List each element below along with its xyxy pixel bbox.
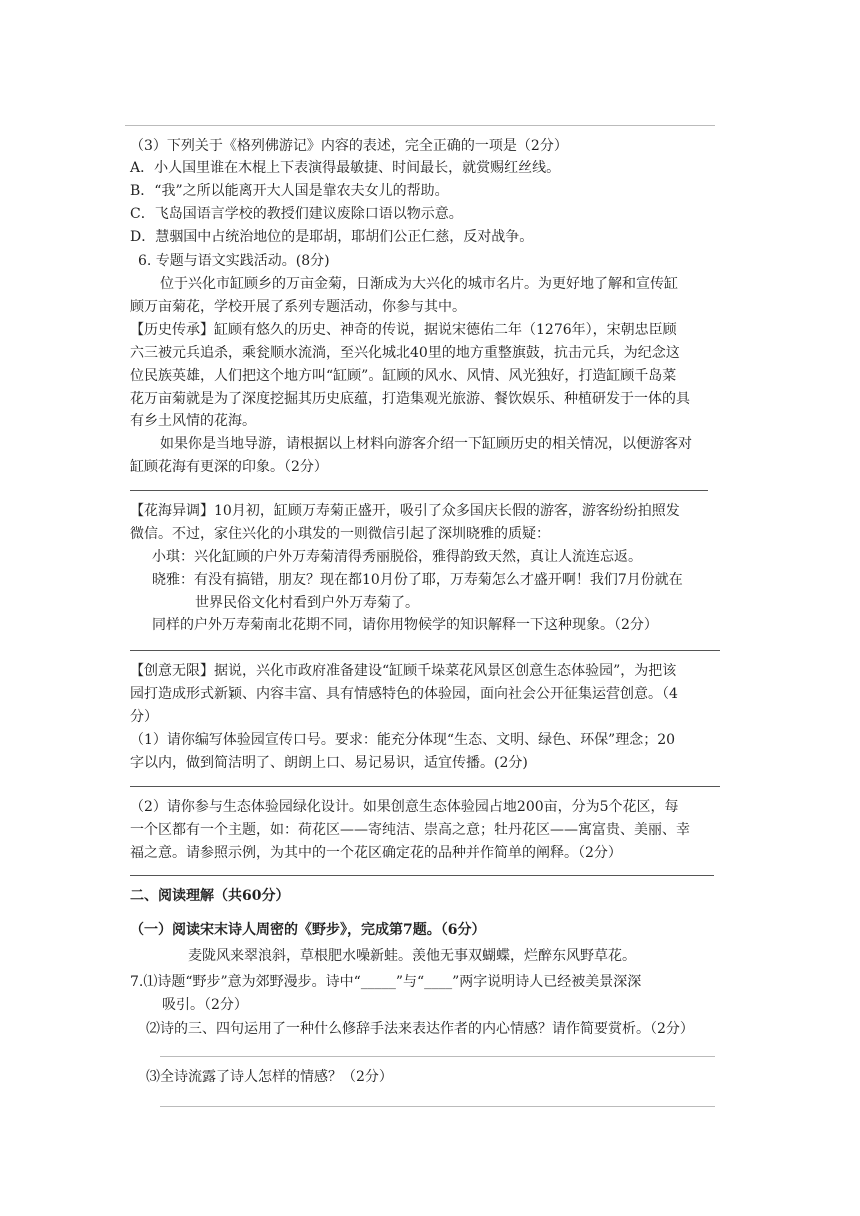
answer-line (130, 786, 720, 787)
creative-line: 分） (130, 709, 158, 725)
q7-1-cont: 吸引。（2分） (162, 997, 248, 1013)
section-title: 二、阅读理解（共60分） (130, 888, 290, 904)
subsection-title: （一）阅读宋末诗人周密的《野步》，完成第7题。（6分） (130, 922, 486, 938)
creative-q1: （1）请你编写体验园宣传口号。要求：能充分体现“生态、文明、绿色、环保”理念；20 (130, 732, 676, 748)
history-line: 有乡土风情的花海。 (130, 413, 256, 429)
q3-option-a: A．小人国里谁在木棍上下表演得最敏捷、时间最长，就赏赐红丝线。 (130, 160, 561, 176)
creative-line: 园打造成形式新颖、内容丰富、具有情感特色的体验园，面向社会公开征集运营创意。（4 (130, 686, 678, 702)
q3-stem: （3）下列关于《格列佛游记》内容的表述，完全正确的一项是（2分） (130, 138, 568, 154)
poem: 麦陇风来翠浪斜，草根肥水噪新蛙。羡他无事双蝴蝶，烂醉东风野草花。 (188, 948, 636, 964)
answer-line (130, 650, 720, 651)
q6-intro-line: 顾万亩菊花，学校开展了系列专题活动，你参与其中。 (130, 299, 466, 315)
q7-3: ⑶全诗流露了诗人怎样的情感？（2分） (146, 1069, 393, 1085)
history-line: 【历史传承】缸顾有悠久的历史、神奇的传说，据说宋德佑二年（1276年），宋朝忠臣顾 (130, 322, 677, 338)
dialogue-xiaoya-cont: 世界民俗文化村看到户外万寿菊了。 (195, 595, 419, 611)
q3-option-c: C．飞岛国语言学校的教授们建议废除口语以物示意。 (130, 206, 463, 222)
creative-q1: 字以内，做到简洁明了、朗朗上口、易记易识，适宜传播。(2分) (130, 755, 528, 771)
history-line: 六三被元兵追杀，乘瓮顺水流淌，至兴化城北40里的地方重整旗鼓，抗击元兵，为纪念这 (130, 345, 680, 361)
q6-title: 6. 专题与语文实践活动。(8分) (138, 253, 330, 269)
answer-line (160, 1106, 715, 1107)
answer-line (160, 1056, 715, 1057)
creative-q2: 一个区都有一个主题，如：荷花区——寄纯洁、崇高之意；牡丹花区——寓富贵、美丽、幸 (130, 822, 690, 838)
q7-1: 7.⑴诗题“野步”意为郊野漫步。诗中“_____”与“____”两字说明诗人已经被美景深深 (130, 974, 642, 990)
flower-question: 同样的户外万寿菊南北花期不同，请你用物候学的知识解释一下这种现象。（2分） (152, 617, 658, 633)
history-line: 位民族英雄，人们把这个地方叫“缸顾”。缸顾的风水、风情、风光独好，打造缸顾千岛菜 (130, 368, 677, 384)
q6-intro-line: 位于兴化市缸顾乡的万亩金菊，日渐成为大兴化的城市名片。为更好地了解和宣传缸 (160, 276, 678, 292)
creative-line: 【创意无限】据说，兴化市政府准备建设“缸顾千垛菜花风景区创意生态体验园”，为把该 (130, 663, 677, 679)
q7-2: ⑵诗的三、四句运用了一种什么修辞手法来表达作者的内心情感？请作简要赏析。（2分） (146, 1021, 694, 1037)
flower-line: 【花海异调】10月初，缸顾万寿菊正盛开，吸引了众多国庆长假的游客，游客纷纷拍照发 (130, 503, 680, 519)
dialogue-xiaoqi: 小琪：兴化缸顾的户外万寿菊清得秀丽脱俗，雅得韵致天然，真让人流连忘返。 (152, 549, 642, 565)
flower-line: 微信。不过，家住兴化的小琪发的一则微信引起了深圳晓雅的质疑： (130, 526, 550, 542)
history-question: 如果你是当地导游，请根据以上材料向游客介绍一下缸顾历史的相关情况，以便游客对 (160, 436, 692, 452)
history-line: 花万亩菊就是为了深度挖掘其历史底蕴，打造集观光旅游、餐饮娱乐、种植研发于一体的具 (130, 391, 690, 407)
creative-q2: （2）请你参与生态体验园绿化设计。如果创意生态体验园占地200亩，分为5个花区，每 (130, 799, 679, 815)
answer-line (130, 875, 714, 876)
q3-option-b: B．“我”之所以能离开大人国是靠农夫女儿的帮助。 (130, 183, 449, 199)
creative-q2: 福之意。请参照示例，为其中的一个花区确定花的品种并作简单的阐释。（2分） (130, 845, 622, 861)
top-divider (125, 125, 715, 126)
dialogue-xiaoya: 晓雅：有没有搞错，朋友？现在都10月份了耶，万寿菊怎么才盛开啊！我们7月份就在 (152, 572, 683, 588)
answer-line (130, 490, 708, 491)
q3-option-d: D．慧骃国中占统治地位的是耶胡，耶胡们公正仁慈，反对战争。 (130, 229, 534, 245)
history-question: 缸顾花海有更深的印象。（2分） (130, 459, 328, 475)
